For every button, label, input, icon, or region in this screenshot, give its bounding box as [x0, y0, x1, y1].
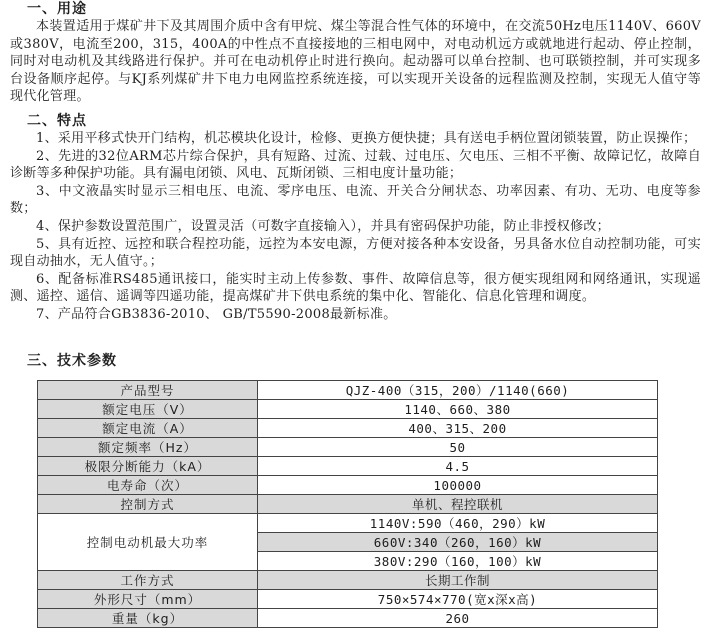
- param-value: 4.5: [258, 457, 658, 476]
- feature-item-6: 6、配备标准RS485通讯接口，能实时主动上传参数、事件、故障信息等，很方便实现组网和网络通讯，实现遥测、遥控、遥信、遥调等四遥功能，提高煤矿井下供电系统的集中化、智能化、信息化管理和调度。: [10, 271, 701, 305]
- param-value: 单机、程控联机: [258, 495, 658, 514]
- param-label: 产品型号: [38, 381, 258, 400]
- table-row: [38, 400, 658, 419]
- table-row: [38, 438, 658, 457]
- table-row: [38, 495, 658, 514]
- param-value: 400、315、200: [258, 419, 658, 438]
- param-label: 额定电压（V）: [38, 400, 258, 419]
- param-label: 外形尺寸（mm）: [38, 590, 258, 609]
- table-row: [38, 457, 658, 476]
- features-section-title: 二、特点: [27, 113, 87, 129]
- param-label: 重量（kg）: [38, 609, 258, 628]
- feature-item-1: 1、采用平移式快开门结构，机芯模块化设计，检修、更换方便快捷；具有送电手柄位置闭锁装置，防止误操作；: [36, 131, 697, 146]
- param-label: 电寿命（次）: [38, 476, 258, 495]
- param-value: 260: [258, 609, 658, 628]
- usage-paragraph: 本装置适用于煤矿井下及其周围介质中含有甲烷、煤尘等混合性气体的环境中，在交流50Hz电压1140V、660V或380V，电流至200，315，400A的中性点不直接接地的三相电网中，对电动机远方或就地进行起动、停止控制，同时对电动机及其线路进行保护。并可在电动机停止时进行换向。起动器可以单台控制、也可联锁控制，并可实现多台设备顺序起停。与KJ系列煤矿井下电力电网监控系统连接，可以实现开关设备的远程监测及控制，实现无人值守等现代化管理。: [10, 19, 701, 105]
- technical-parameters-table: [37, 380, 658, 628]
- usage-section-title: 一、用途: [27, 1, 87, 17]
- param-value: QJZ-400（315，200）/1140(660): [258, 381, 658, 400]
- param-label: 额定频率（Hz）: [38, 438, 258, 457]
- specs-section-title: 三、技术参数: [27, 353, 117, 369]
- usage-section: [0, 0, 715, 106]
- table-row: [38, 419, 658, 438]
- param-label: 工作方式: [38, 571, 258, 590]
- param-value: 长期工作制: [258, 571, 658, 590]
- motor-power-label: 控制电动机最大功率: [38, 514, 258, 571]
- feature-item-7: 7、产品符合GB3836-2010、 GB/T5590-2008最新标准。: [36, 306, 397, 322]
- param-value: 50: [258, 438, 658, 457]
- param-label: 极限分断能力（kA）: [38, 457, 258, 476]
- param-value: 1140、660、380: [258, 400, 658, 419]
- feature-item-3: 3、中文液晶实时显示三相电压、电流、零序电压、电流、开关合分闸状态、功率因素、有功、无功、电度等参数；: [10, 183, 701, 217]
- table-row: [38, 609, 658, 628]
- motor-power-value: 1140V:590（460，290）kW: [258, 514, 658, 533]
- table-row: [38, 476, 658, 495]
- param-label: 控制方式: [38, 495, 258, 514]
- param-label: 额定电流（A）: [38, 419, 258, 438]
- table-row: [38, 381, 658, 400]
- table-row: [38, 571, 658, 590]
- features-section: [0, 112, 715, 324]
- motor-power-value: 660V:340（260，160）kW: [258, 533, 658, 552]
- feature-item-5: 5、具有近控、远控和联合程控功能，远控为本安电源，方便对接各种本安设备，另具备水位自动控制功能，可实现自动抽水，无人值守。；: [10, 236, 701, 270]
- feature-item-4: 4、保护参数设置范围广，设置灵活（可数字直接输入），并具有密码保护功能，防止非授权修改；: [36, 218, 610, 234]
- table-row: [38, 514, 658, 533]
- param-value: 100000: [258, 476, 658, 495]
- specs-section: [0, 352, 715, 370]
- param-value: 750×574×770(宽x深x高): [258, 590, 658, 609]
- table-row: [38, 590, 658, 609]
- feature-item-2: 2、先进的32位ARM芯片综合保护，具有短路、过流、过载、过电压、欠电压、三相不平衡、故障记忆，故障自诊断等多种保护功能。具有漏电闭锁、风电、瓦斯闭锁、三相电度计量功能；: [10, 148, 701, 182]
- motor-power-value: 380V:290（160，100）kW: [258, 552, 658, 571]
